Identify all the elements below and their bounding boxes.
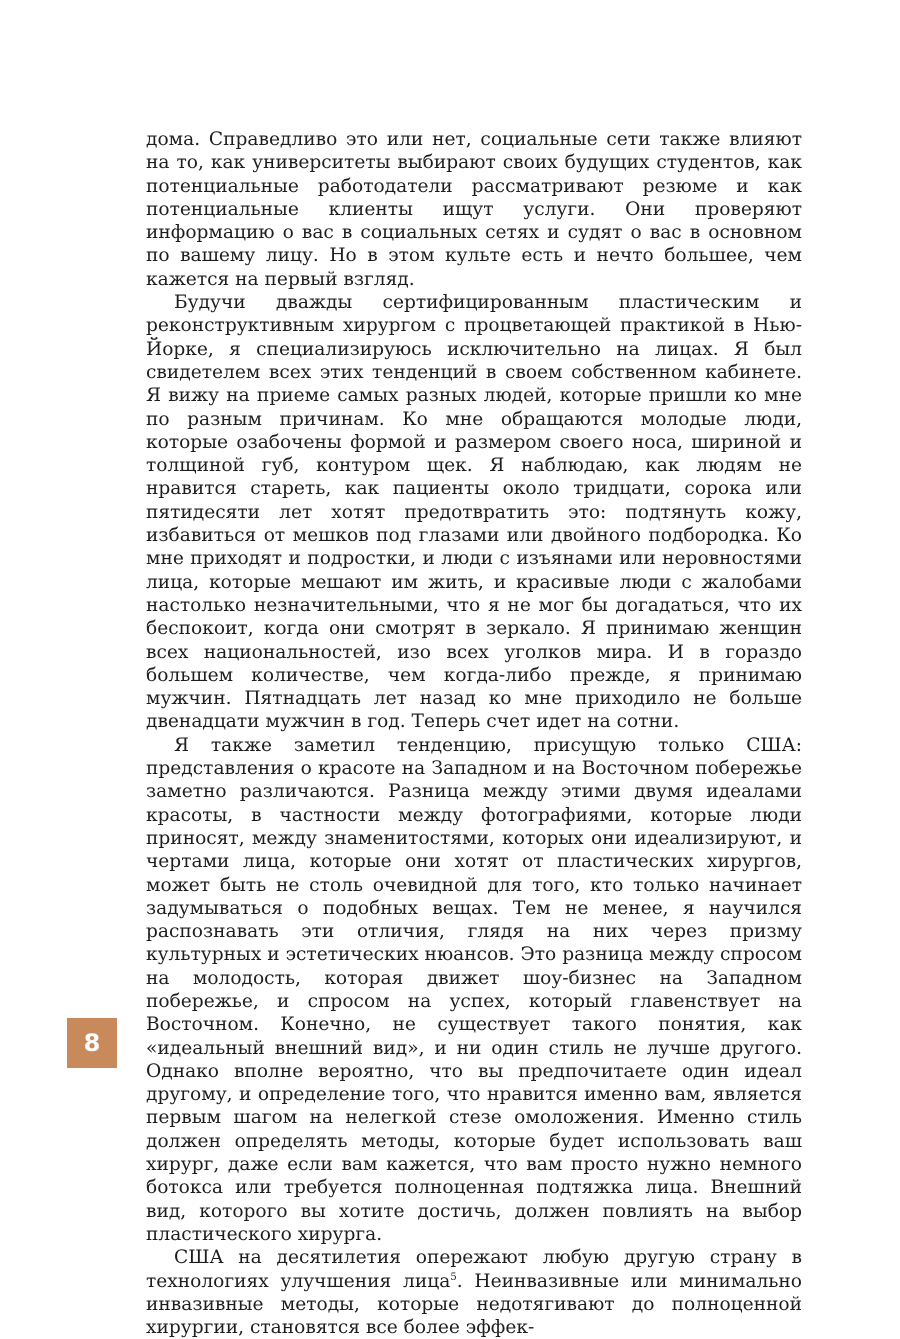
paragraph-2: Будучи дважды сертифицированным пластическим и реконструктивным хирургом с процветающей практикой в Нью-Йорке, я специализируюсь исключительно на лицах. Я был свидетелем всех этих тенденций в своем собственном кабинете. Я вижу на приеме самых разных людей, которые пришли ко мне по разным причинам. Ко мне обращаются молодые люди, которые озабочены формой и размером своего носа, шириной и толщиной губ, контуром щек. Я наблюдаю, как людям не нравится стареть, как пациенты около тридцати, сорока или пятидесяти лет хотят предотвратить это: подтянуть кожу, избавиться от мешков под глазами или двойного подбородка. Ко мне приходят и подростки, и люди с изъянами или неровностями лица, которые мешают им жить, и красивые люди с жалобами настолько незначительными, что я не мог бы догадаться, что их беспокоит, когда они смотрят в зеркало. Я принимаю женщин всех национальностей, изо всех уголков мира. И в гораздо большем количестве, чем когда-либо прежде, я принимаю мужчин. Пятнадцать лет назад ко мне приходило не больше двенадцати мужчин в год. Теперь счет идет на сотни. (146, 292, 802, 733)
page-number-badge (67, 1018, 117, 1068)
page-number: 8 (83, 1029, 101, 1057)
paragraph-3: Я также заметил тенденцию, присущую только США: представления о красоте на Западном и на Восточном побережье заметно различаются. Разница между этими двумя идеалами красоты, в частности между фотографиями, которые люди приносят, между знаменитостями, которых они идеализируют, и чертами лица, которые они хотят от пластических хирургов, может быть не столь очевидной для того, кто только начинает задумываться о подобных вещах. Тем не менее, я научился распознавать эти отличия, глядя на них через призму культурных и эстетических нюансов. Это разница между спросом на молодость, которая движет шоу-бизнес на Западном побережье, и спросом на успех, который главенствует на Восточном. Конечно, не существует такого понятия, как «идеальный внешний вид», и ни один стиль не лучше другого. Однако вполне вероятно, что вы предпочитаете один идеал другому, и определение того, что нравится именно вам, является первым шагом на нелегкой стезе омоложения. Именно стиль должен определять методы, которые будет использовать ваш хирург, даже если вам кажется, что вам просто нужно немного ботокса или требуется полноценная подтяжка лица. Внешний вид, которого вы хотите достичь, должен повлиять на выбор пластического хирурга. (146, 734, 802, 1245)
paragraph-4-end: . Неинвазивные или минимально инвазивные методы, которые недотягивают до полноценной хирургии, становятся все более эффек- (146, 1270, 802, 1339)
paragraph-4 (146, 1246, 802, 1339)
body-text (146, 128, 802, 1339)
footnote-reference[interactable]: 5 (450, 1271, 457, 1283)
paragraph-4-start: США на десятилетия опережают любую другую страну в технологиях улучшения лица (146, 1247, 802, 1292)
paragraph-1: дома. Справедливо это или нет, социальные сети также влияют на то, как университеты выбирают своих будущих студентов, как потенциальные работодатели рассматривают резюме и как потенциальные клиенты ищут услуги. Они проверяют информацию о вас в социальных сетях и судят о вас в основном по вашему лицу. Но в этом культе есть и нечто большее, чем кажется на первый взгляд. (146, 129, 802, 290)
